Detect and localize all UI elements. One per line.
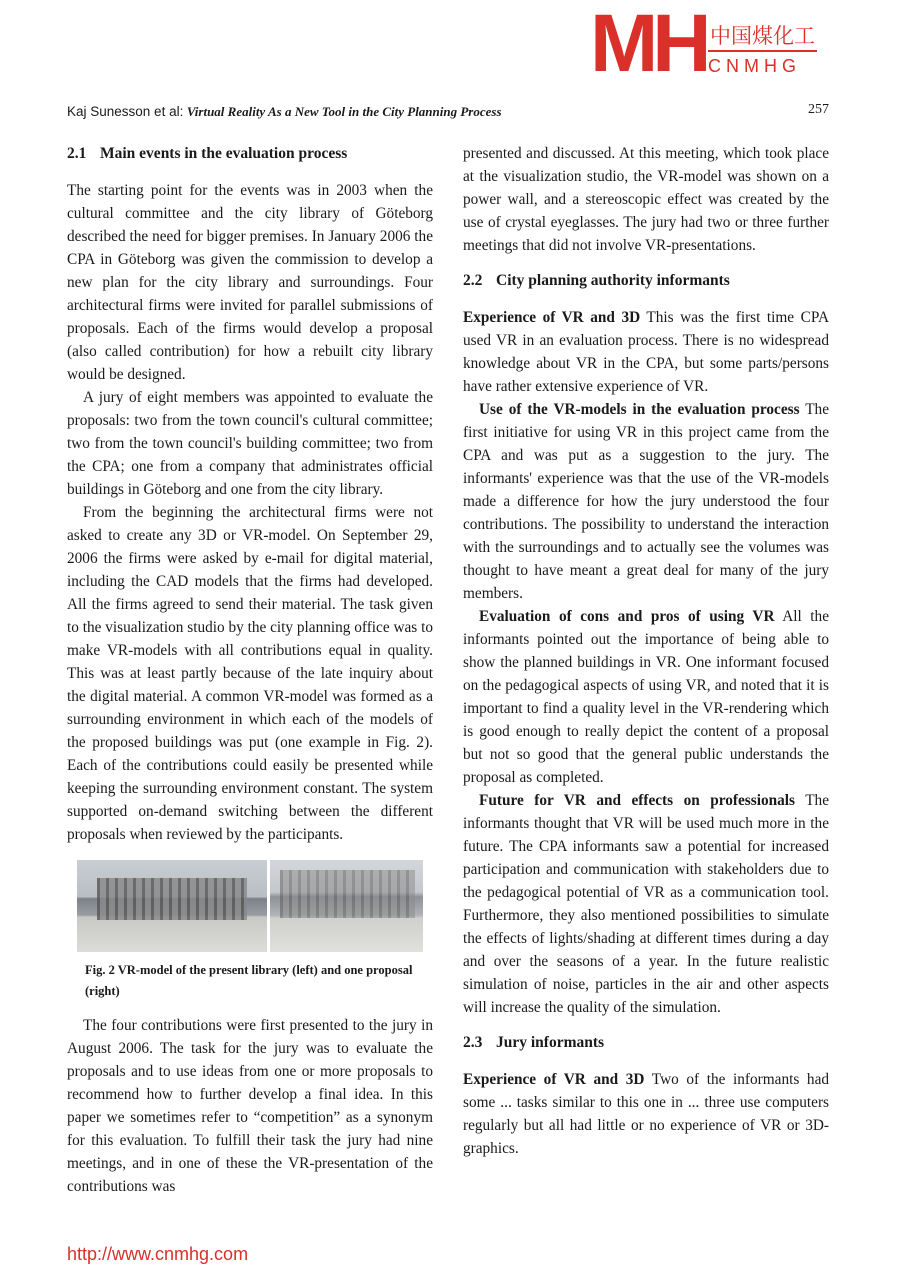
paragraph: The four contributions were first presented to the jury in August 2006. The task for the jury was to evaluate the proposals and to use ideas from one or more proposals to recommend how to further develop a final idea. In this paper we sometimes refer to “competition” as a synonym for this evaluation. To fulfill their task the jury had nine meetings, and in one of these the VR-presentation of the contributions was <box>67 1017 433 1195</box>
paragraph: Use of the VR-models in the evaluation process The first initiative for using VR in this project came from the CPA and was put as a suggestion to the jury. The informants' experience was that the use of the VR-models made a difference for how the jury understood the four contributions. The possibility to understand the interaction with the surroundings and to actually see the volumes was thought to have meant a great deal for many of the jury members. <box>463 401 829 602</box>
paragraph: Experience of VR and 3D This was the first time CPA used VR in an evaluation process. There is no widespread knowledge about VR in the CPA, but some parts/persons have rather extensive experience of VR. <box>463 309 829 395</box>
paragraph: Experience of VR and 3D Two of the informants had some ... tasks similar to this one in ... three use computers regularly but all had little or no experience of VR or 3D-graphics. <box>463 1071 830 1157</box>
page-number: 257 <box>808 102 829 117</box>
watermark-url: http://www.cnmhg.com <box>67 1244 249 1264</box>
section-heading-2-3: 2.3 Jury informants <box>463 1034 605 1051</box>
left-column <box>67 142 433 1198</box>
running-header <box>67 104 829 121</box>
figure-2 <box>77 860 433 952</box>
paragraph: presented and discussed. At this meeting, which took place at the visualization studio, the VR-model was shown on a power wall, and a stereoscopic effect was created by the use of crystal eyeglasses. The jury had two or three further meetings that did not involve VR-presentations. <box>463 145 829 254</box>
figure-caption: Fig. 2 VR-model of the present library (left) and one proposal (right) <box>85 963 413 998</box>
header-authors: Kaj Sunesson et al: <box>67 104 184 119</box>
right-column <box>463 142 829 1160</box>
figure-image-present-library <box>77 860 267 952</box>
paragraph: Future for VR and effects on professionals The informants thought that VR will be used much more in the future. The CPA informants saw a potential for increased participation and communication with stakeholders due to the pedagogical potential of VR as a communication tool. Furthermore, they also mentioned possibilities to simulate the effects of lights/shading at different times during a day and over the seasons of a year. In the future realistic simulation of noise, particles in the air and other aspects will increase the quality of the simulation. <box>463 792 829 1016</box>
paragraph: A jury of eight members was appointed to evaluate the proposals: two from the town council's cultural committee; two from the town council's building committee; two from the CPA; one from a company that administrates official buildings in Göteborg and one from the city library. <box>67 389 433 498</box>
section-heading-2-1: 2.1 Main events in the evaluation process <box>67 145 348 162</box>
figure-image-proposal <box>270 860 423 952</box>
paragraph: Evaluation of cons and pros of using VR All the informants pointed out the importance of being able to show the planned buildings in VR. One informant focused on the pedagogical aspects of using VR, and noted that it is important to find a quality level in the VR-rendering which is good enough to really depict the content of a proposal but not so good that the general public understands the proposal as completed. <box>463 608 829 786</box>
watermark-logo: MH 中国煤化工 CNMHG <box>590 0 815 89</box>
header-title: Virtual Reality As a New Tool in the City Planning Process <box>186 104 502 119</box>
section-heading-2-2: 2.2 City planning authority informants <box>463 272 730 289</box>
paragraph: From the beginning the architectural firms were not asked to create any 3D or VR-model. On September 29, 2006 the firms were asked by e-mail for digital material, including the CAD models that the firms had developed. All the firms agreed to send their material. The task given to the visualization studio by the city planning office was to make VR-models with all contributions equal in quality. This was at least partly because of the late inquiry about the digital material. A common VR-model was formed as a surrounding environment in which each of the models of the proposed buildings was put (one example in Fig. 2). Each of the contributions could easily be presented while keeping the surrounding environment constant. The system supported on-demand switching between the different proposals when reviewed by the participants. <box>67 504 433 843</box>
paragraph: The starting point for the events was in 2003 when the cultural committee and the city library of Göteborg described the need for bigger premises. In January 2006 the CPA in Göteborg was given the commission to develop a new plan for the city library and surroundings. Four architectural firms were invited for parallel submissions of proposals. Each of the firms would develop a proposal (also called contribution) for how a rebuilt city library would be designed. <box>67 182 433 383</box>
